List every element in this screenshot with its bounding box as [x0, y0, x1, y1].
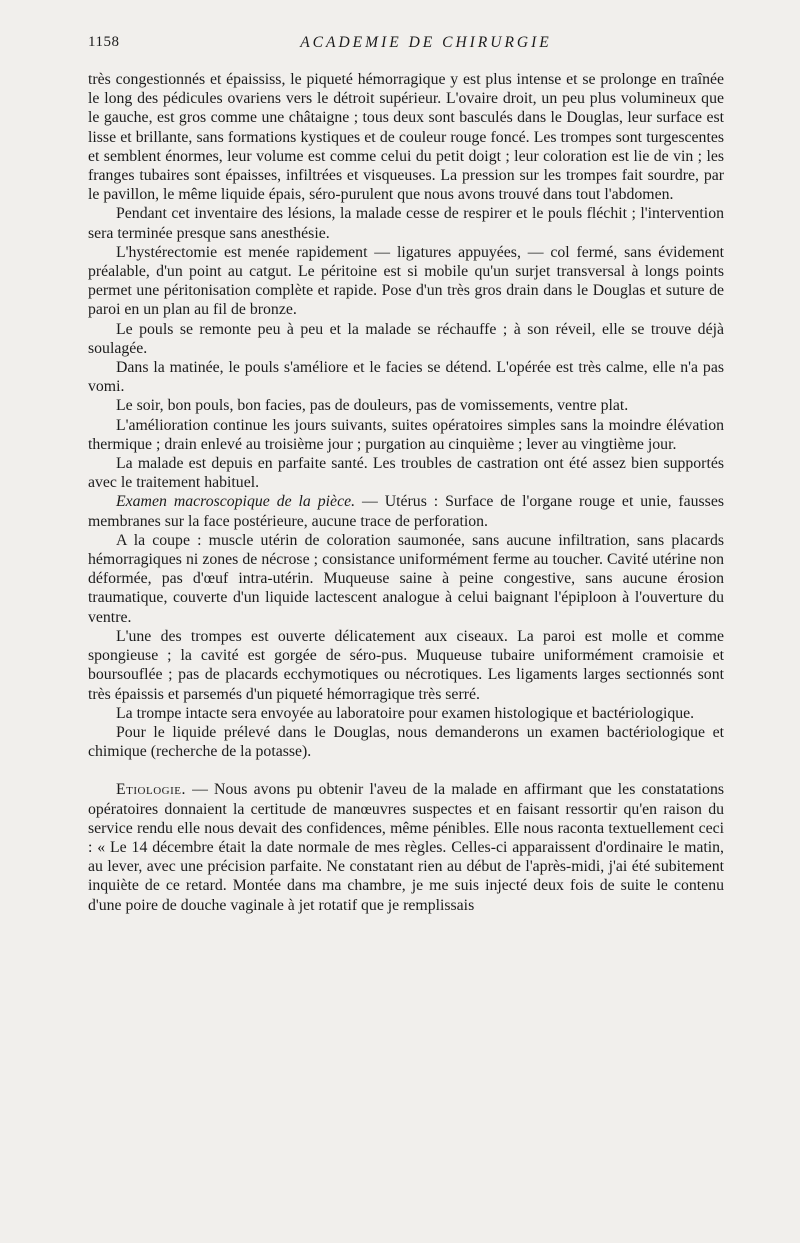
paragraph: La malade est depuis en parfaite santé. Les troubles de castration ont été assez bien supportés avec le traitement habituel.: [88, 455, 724, 492]
body-text: [88, 70, 724, 915]
paragraph: La trompe intacte sera envoyée au laboratoire pour examen histologique et bactériologique.: [116, 704, 695, 722]
paragraph-etiologie: [88, 780, 724, 914]
paragraph: Pour le liquide prélevé dans le Douglas, nous demanderons un examen bactériologique et chimique (recherche de la potasse).: [88, 723, 724, 761]
examen-heading: Examen macroscopique de la pièce.: [116, 493, 356, 511]
paragraph-continuation: très congestionnés et épaississ, le piqueté hémorragique y est plus intense et se prolonge en traînée le long des pédicules ovariens vers le détroit supérieur. L'ovaire droit, un peu plus volumineux que le gauche, est gros comme une châtaigne ; tous deux sont basculés dans le Douglas, leur surface est lisse et brillante, sans formations kystiques et de couleur rouge foncé. Les trompes sont turgescentes et semblent énormes, leur volume est comme celui du petit doigt ; leur coloration est lie de vin ; les franges tubaires sont épaisses, infiltrées et visqueuses. La pression sur les trompes fait sourdre, par le pavillon, le même liquide épais, séro-purulent que nous avons trouvé dans tout l'abdomen.: [88, 71, 724, 204]
running-head: ACADEMIE DE CHIRURGIE: [300, 34, 552, 51]
paragraph: Pendant cet inventaire des lésions, la malade cesse de respirer et le pouls fléchit ; l'intervention sera terminée presque sans anesthésie.: [88, 205, 724, 242]
paragraph: L'amélioration continue les jours suivants, suites opératoires simples sans la moindre élévation thermique ; drain enlevé au troisième jour ; purgation au cinquième ; lever au vingtième jour.: [88, 416, 724, 453]
etiologie-text: — Nous avons pu obtenir l'aveu de la malade en affirmant que les constatations opératoires donnaient la certitude de manœuvres suspectes et en faisant ressortir qu'en raison du service rendu elle nous devait des confidences, même pénibles. Elle nous raconta textuellement ceci : « Le 14 décembre était la date normale de mes règles. Celles-ci apparaissent d'ordinaire le matin, au lever, avec une précision parfaite. Ne constatant rien au début de l'après-midi, j'ai été subitement inquiète de ce retard. Montée dans ma chambre, je me suis injecté deux fois de suite le contenu d'une poire de douche vaginale à jet rotatif que je remplissais: [88, 781, 724, 914]
paragraph: Dans la matinée, le pouls s'améliore et le facies se détend. L'opérée est très calme, elle n'a pas vomi.: [88, 359, 724, 396]
page-header: [88, 34, 724, 62]
paragraph: L'hystérectomie est menée rapidement — ligatures appuyées, — col fermé, sans évidement préalable, d'un point au catgut. Le péritoine est si mobile qu'un surjet transversal à longs points permet une péritonisation complète et rapide. Pose d'un très gros drain dans le Douglas et suture de paroi en un plan au fil de bronze.: [88, 243, 724, 319]
etiologie-heading: Etiologie.: [116, 781, 186, 799]
examen-text: — Utérus : Surface de l'organe rouge et unie, fausses membranes sur la face postérieure, aucune trace de perforation.: [88, 493, 724, 530]
paragraph: Le soir, bon pouls, bon facies, pas de douleurs, pas de vomissements, ventre plat.: [116, 397, 629, 415]
page-number: 1158: [88, 34, 120, 50]
paragraph: A la coupe : muscle utérin de coloration saumonée, sans aucune infiltration, sans placards hémorragiques ni zones de nécrose ; consistance uniformément ferme au toucher. Cavité utérine non déformée, pas d'œuf intra-utérin. Muqueuse saine à peine congestive, sans aucune érosion traumatique, couverte d'un liquide lactescent analogue à celui baignant l'épiploon à l'ouverture du ventre.: [88, 531, 724, 626]
paragraph: L'une des trompes est ouverte délicatement aux ciseaux. La paroi est molle et comme spongieuse ; la cavité est gorgée de séro-pus. Muqueuse tubaire uniformément cramoisie et boursouflée ; pas de placards ecchymotiques ou nécrotiques. Les ligaments larges sectionnés sont très épaissis et parsemés d'un piqueté hémorragique très serré.: [88, 627, 724, 703]
paragraph-examen: [88, 492, 724, 530]
paragraph: Le pouls se remonte peu à peu et la malade se réchauffe ; à son réveil, elle se trouve déjà soulagée.: [88, 320, 724, 357]
